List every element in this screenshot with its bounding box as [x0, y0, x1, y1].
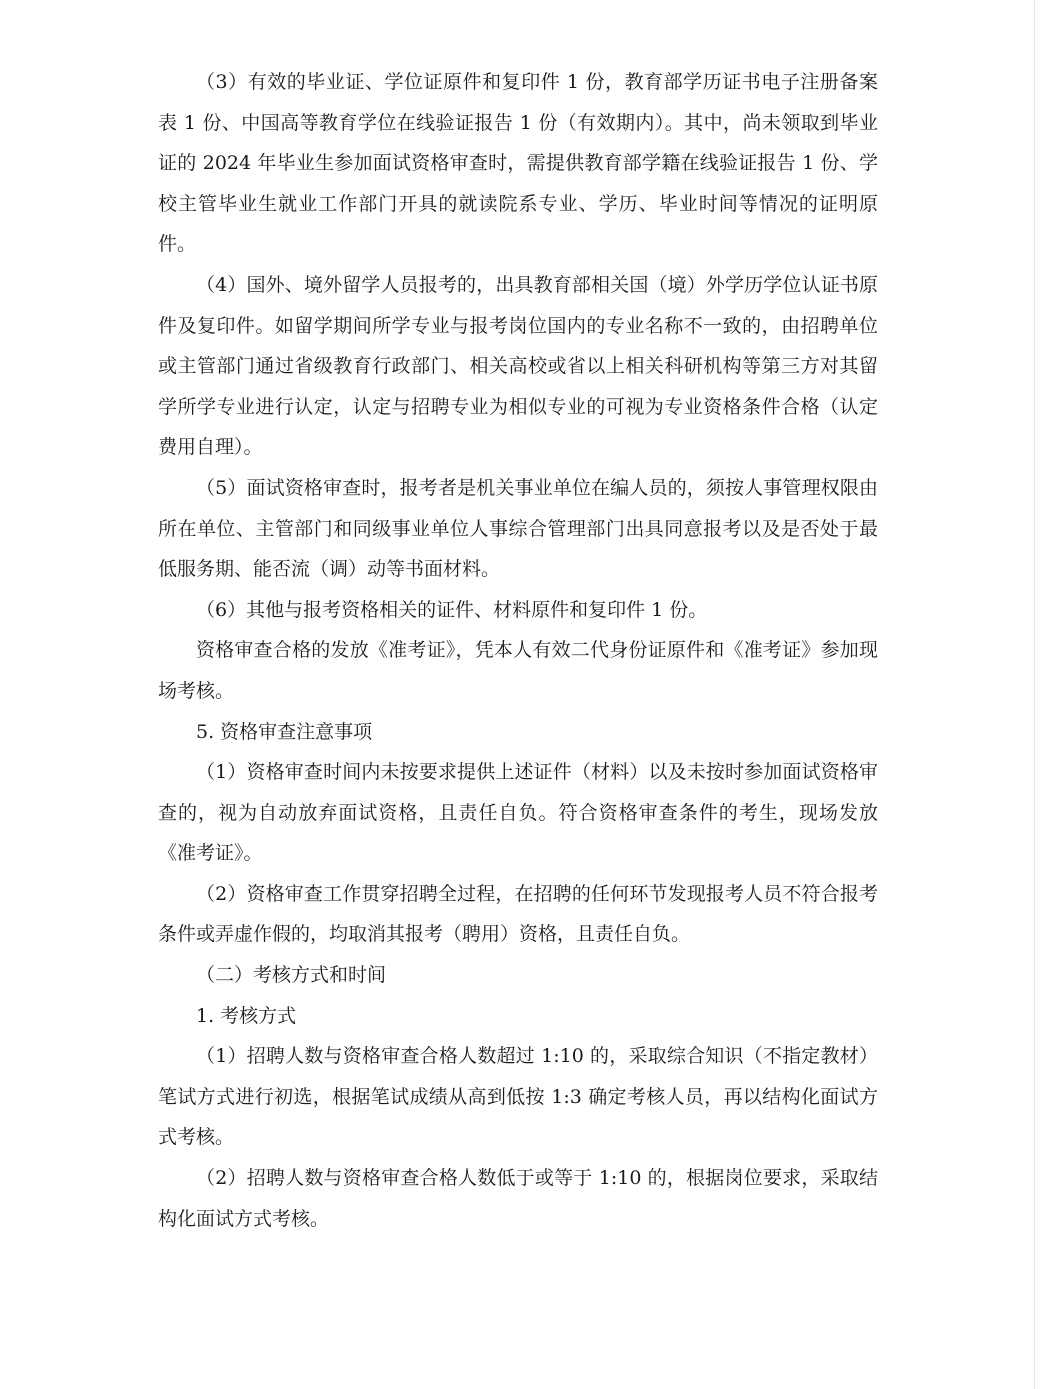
subsection-heading-assessment-method: 1. 考核方式 — [196, 1004, 297, 1027]
section-heading-assessment: （二）考核方式和时间 — [196, 964, 387, 987]
paragraph-item-5: （5）面试资格审查时，报考者是机关事业单位在编人员的，须按人事管理权限由所在单位、主管部门和同级事业单位人事综合管理部门出具同意报考以及是否处于最低服务期、能否流（调）动等书面材料。 — [158, 476, 878, 581]
document-body — [158, 62, 878, 1239]
section-heading-qualification-notes: 5. 资格审查注意事项 — [196, 720, 373, 743]
paragraph-notes-1: （1）资格审查时间内未按要求提供上述证件（材料）以及未按时参加面试资格审查的，视为自动放弃面试资格，且责任自负。符合资格审查条件的考生，现场发放《准考证》。 — [158, 761, 878, 865]
paragraph-method-1: （1）招聘人数与资格审查合格人数超过 1:10 的，采取综合知识（不指定教材）笔试方式进行初选，根据笔试成绩从高到低按 1:3 确定考核人员，再以结构化面试方式考核。 — [158, 1045, 878, 1149]
paragraph-item-4: （4）国外、境外留学人员报考的，出具教育部相关国（境）外学历学位认证书原件及复印件。如留学期间所学专业与报考岗位国内的专业名称不一致的，由招聘单位或主管部门通过省级教育行政部门、相关高校或省以上相关科研机构等第三方对其留学所学专业进行认定，认定与招聘专业为相似专业的可视为专业资格条件合格（认定费用自理）。 — [158, 273, 878, 459]
paragraph-item-3: （3）有效的毕业证、学位证原件和复印件 1 份，教育部学历证书电子注册备案表 1 份、中国高等教育学位在线验证报告 1 份（有效期内）。其中，尚未领取到毕业证的 2024 年毕业生参加面试资格审查时，需提供教育部学籍在线验证报告 1 份、学校主管毕业生就业工作部门开具的就读院系专业、学历、毕业时间等情况的证明原件。 — [158, 71, 878, 256]
page-edge-divider — [1034, 0, 1035, 1389]
paragraph-notes-2: （2）资格审查工作贯穿招聘全过程，在招聘的任何环节发现报考人员不符合报考条件或弄虚作假的，均取消其报考（聘用）资格，且责任自负。 — [158, 882, 878, 946]
paragraph-item-6: （6）其他与报考资格相关的证件、材料原件和复印件 1 份。 — [196, 598, 708, 621]
paragraph-method-2: （2）招聘人数与资格审查合格人数低于或等于 1:10 的，根据岗位要求，采取结构化面试方式考核。 — [158, 1167, 878, 1230]
paragraph-admission-ticket: 资格审查合格的发放《准考证》，凭本人有效二代身份证原件和《准考证》参加现场考核。 — [158, 639, 878, 702]
